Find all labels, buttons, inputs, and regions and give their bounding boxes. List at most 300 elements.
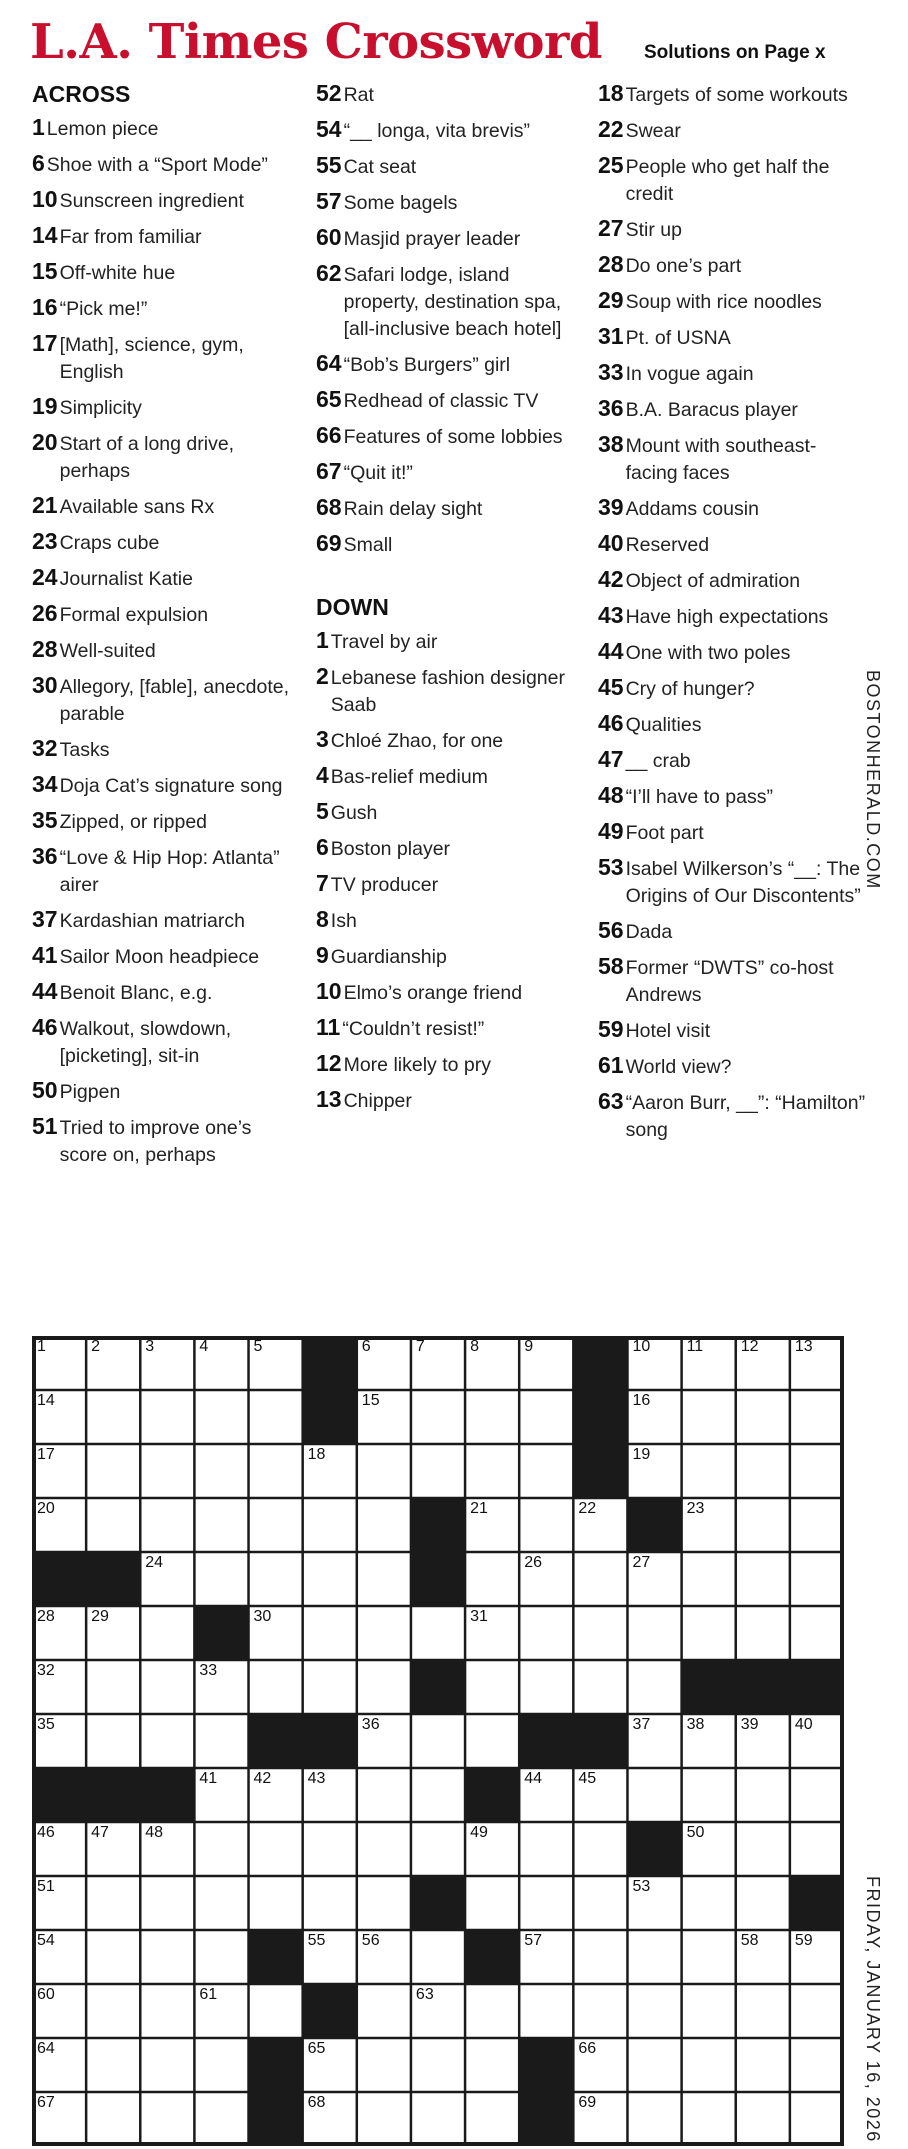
- clue-number: 32: [32, 735, 58, 761]
- clue-text: Off-white hue: [59, 262, 176, 284]
- cell-number: 7: [415, 1338, 425, 1355]
- clue-number: 56: [598, 917, 624, 943]
- site-url: BOSTONHERALD.COM: [863, 670, 883, 890]
- cell-number: 4: [199, 1338, 209, 1355]
- clue-text: Qualities: [625, 714, 702, 736]
- cell-number: 63: [415, 1986, 434, 2003]
- cell-number: 51: [37, 1878, 55, 1895]
- clue-item: [32, 735, 302, 764]
- clue-text: Stir up: [625, 219, 682, 241]
- clue-text: Reserved: [625, 534, 710, 556]
- clue-text: World view?: [625, 1056, 732, 1078]
- clue-number: 4: [316, 762, 329, 788]
- clue-item: [32, 1014, 302, 1070]
- clue-number: 18: [598, 80, 624, 106]
- cell-number: 41: [199, 1770, 218, 1787]
- cell-number: 60: [37, 1986, 55, 2003]
- clue-item: [316, 458, 586, 487]
- clue-number: 2: [316, 663, 329, 689]
- clue-text: One with two poles: [625, 642, 791, 664]
- cell-number: 67: [37, 2094, 55, 2111]
- grid-lines: [32, 1336, 844, 2146]
- clue-number: 15: [32, 258, 58, 284]
- clue-text: Shoe with a “Sport Mode”: [46, 154, 268, 176]
- clue-text: Tried to improve one’s score on, perhaps: [59, 1117, 252, 1166]
- clue-number: 35: [32, 807, 58, 833]
- clue-item: [598, 953, 868, 1009]
- clue-number: 48: [598, 782, 624, 808]
- clue-text: Small: [343, 534, 393, 556]
- clue-item: [598, 323, 868, 352]
- clue-item: [598, 395, 868, 424]
- clue-text: “Bob’s Burgers” girl: [343, 354, 511, 376]
- cell-number: 69: [578, 2094, 597, 2111]
- clue-item: [32, 771, 302, 800]
- cell-number: 12: [740, 1338, 759, 1355]
- cell-number: 39: [740, 1716, 759, 1733]
- clue-item: [32, 1077, 302, 1106]
- clue-item: [316, 80, 586, 109]
- cell-number: 3: [145, 1338, 155, 1355]
- clue-text: Elmo’s orange friend: [343, 982, 523, 1004]
- clue-text: Well-suited: [59, 640, 156, 662]
- clue-text: Gush: [330, 802, 378, 824]
- clue-text: Hotel visit: [625, 1020, 711, 1042]
- clue-item: [316, 798, 586, 827]
- cell-number: 65: [307, 2040, 326, 2057]
- clue-text: Chloé Zhao, for one: [330, 730, 504, 752]
- clue-text: B.A. Baracus player: [625, 399, 798, 421]
- clue-number: 44: [32, 978, 58, 1004]
- clue-text: Start of a long drive, perhaps: [59, 433, 235, 482]
- clue-number: 60: [316, 224, 342, 250]
- clue-number: 3: [316, 726, 329, 752]
- clue-number: 6: [316, 834, 329, 860]
- clue-number: 65: [316, 386, 342, 412]
- cell-number: 17: [37, 1446, 55, 1463]
- clue-number: 43: [598, 602, 624, 628]
- clue-item: [32, 942, 302, 971]
- clue-number: 46: [32, 1014, 58, 1040]
- cell-number: 13: [794, 1338, 813, 1355]
- clue-text: Object of admiration: [625, 570, 801, 592]
- clue-item: [598, 1016, 868, 1045]
- clue-number: 23: [32, 528, 58, 554]
- clue-item: [598, 530, 868, 559]
- clue-text: Swear: [625, 120, 681, 142]
- cell-number: 66: [578, 2040, 597, 2057]
- clue-number: 25: [598, 152, 624, 178]
- clue-number: 8: [316, 906, 329, 932]
- clue-text: Boston player: [330, 838, 451, 860]
- cell-number: 58: [740, 1932, 759, 1949]
- clue-number: 47: [598, 746, 624, 772]
- cell-number: 33: [199, 1662, 218, 1679]
- cell-number: 5: [253, 1338, 263, 1355]
- cell-number: 56: [361, 1932, 380, 1949]
- clue-number: 42: [598, 566, 624, 592]
- clue-text: “Couldn’t resist!”: [342, 1018, 485, 1040]
- clue-item: [598, 746, 868, 775]
- clue-item: [316, 870, 586, 899]
- clue-text: Targets of some workouts: [625, 84, 848, 106]
- clue-text: Some bagels: [343, 192, 458, 214]
- clue-item: [316, 627, 586, 656]
- clue-item: [316, 762, 586, 791]
- cell-number: 29: [91, 1608, 109, 1625]
- clue-item: [32, 636, 302, 665]
- clue-number: 5: [316, 798, 329, 824]
- clue-item: [598, 602, 868, 631]
- cell-number: 28: [37, 1608, 55, 1625]
- cell-number: 68: [307, 2094, 326, 2111]
- crossword-grid: [32, 1336, 844, 2146]
- clue-number: 27: [598, 215, 624, 241]
- clue-number: 66: [316, 422, 342, 448]
- clue-item: [316, 530, 586, 559]
- clue-text: Rain delay sight: [343, 498, 483, 520]
- clue-number: 41: [32, 942, 58, 968]
- clue-item: [32, 294, 302, 323]
- clue-item: [32, 1113, 302, 1169]
- clue-text: “__ longa, vita brevis”: [343, 120, 531, 142]
- cell-number: 11: [686, 1338, 704, 1355]
- cell-number: 23: [686, 1500, 705, 1517]
- clue-number: 6: [32, 150, 45, 176]
- clue-number: 44: [598, 638, 624, 664]
- clue-text: “I’ll have to pass”: [625, 786, 773, 808]
- clue-text: Rat: [343, 84, 374, 106]
- clue-number: 52: [316, 80, 342, 106]
- clue-item: [598, 917, 868, 946]
- cell-number: 14: [37, 1392, 55, 1409]
- cell-number: 64: [37, 2040, 55, 2057]
- clue-number: 55: [316, 152, 342, 178]
- clue-item: [316, 906, 586, 935]
- clue-text: Kardashian matriarch: [59, 910, 245, 932]
- clue-text: Do one’s part: [625, 255, 742, 277]
- clue-number: 22: [598, 116, 624, 142]
- clue-number: 30: [32, 672, 58, 698]
- cell-number: 54: [37, 1932, 55, 1949]
- clue-number: 46: [598, 710, 624, 736]
- clue-number: 58: [598, 953, 624, 979]
- clue-item: [316, 1086, 586, 1115]
- cell-number: 26: [524, 1554, 542, 1571]
- clue-item: [598, 1052, 868, 1081]
- clue-item: [32, 222, 302, 251]
- clue-item: [32, 528, 302, 557]
- clue-text: Addams cousin: [625, 498, 759, 520]
- clue-text: Sailor Moon headpiece: [59, 946, 260, 968]
- clue-number: 69: [316, 530, 342, 556]
- clue-item: [316, 188, 586, 217]
- clue-text: Ish: [330, 910, 357, 932]
- clue-number: 19: [32, 393, 58, 419]
- clue-item: [32, 843, 302, 899]
- clue-text: [Math], science, gym, English: [59, 334, 244, 383]
- clue-item: [32, 807, 302, 836]
- page-title: L.A. Times Crossword: [30, 14, 602, 70]
- clue-text: Isabel Wilkerson’s “__: The Origins of Our Discontents”: [625, 858, 861, 907]
- clue-text: Travel by air: [330, 631, 438, 653]
- clue-item: [32, 114, 302, 143]
- clue-text: Sunscreen ingredient: [59, 190, 244, 212]
- clue-text: More likely to pry: [343, 1054, 491, 1076]
- clue-item: [316, 726, 586, 755]
- clue-text: Lemon piece: [46, 118, 159, 140]
- clue-number: 38: [598, 431, 624, 457]
- clue-number: 51: [32, 1113, 58, 1139]
- cell-number: 43: [307, 1770, 326, 1787]
- cell-number: 31: [470, 1608, 488, 1625]
- clue-item: [316, 1050, 586, 1079]
- clue-item: [32, 672, 302, 728]
- clue-text: Benoit Blanc, e.g.: [59, 982, 213, 1004]
- clue-text: Cat seat: [343, 156, 417, 178]
- cell-number: 44: [524, 1770, 542, 1787]
- clue-text: Allegory, [fable], anecdote, parable: [59, 676, 290, 725]
- clue-item: [32, 150, 302, 179]
- clue-item: [598, 116, 868, 145]
- clue-item: [32, 600, 302, 629]
- clue-column-3: [598, 80, 868, 1151]
- clue-number: 12: [316, 1050, 342, 1076]
- clue-number: 33: [598, 359, 624, 385]
- cell-number: 18: [307, 1446, 326, 1463]
- cell-number: 59: [794, 1932, 813, 1949]
- clue-text: Redhead of classic TV: [343, 390, 539, 412]
- cell-number: 6: [361, 1338, 371, 1355]
- clue-number: 20: [32, 429, 58, 455]
- clue-number: 64: [316, 350, 342, 376]
- clue-item: [598, 566, 868, 595]
- clue-number: 53: [598, 854, 624, 880]
- clue-text: Bas-relief medium: [330, 766, 488, 788]
- cell-number: 35: [37, 1716, 55, 1733]
- cell-number: 49: [470, 1824, 488, 1841]
- clue-item: [316, 1014, 586, 1043]
- cell-number: 30: [253, 1608, 272, 1625]
- cell-number: 21: [470, 1500, 488, 1517]
- clue-number: 57: [316, 188, 342, 214]
- clue-item: [32, 906, 302, 935]
- clue-text: Dada: [625, 921, 673, 943]
- clue-number: 1: [32, 114, 45, 140]
- cell-number: 1: [37, 1338, 46, 1355]
- clue-item: [316, 942, 586, 971]
- clue-item: [598, 215, 868, 244]
- clue-item: [316, 224, 586, 253]
- clue-item: [316, 350, 586, 379]
- clue-item: [316, 494, 586, 523]
- clue-number: 63: [598, 1088, 624, 1114]
- cell-number: 45: [578, 1770, 597, 1787]
- clue-text: Soup with rice noodles: [625, 291, 822, 313]
- clue-text: Guardianship: [330, 946, 447, 968]
- clue-text: Zipped, or ripped: [59, 811, 208, 833]
- clue-number: 28: [32, 636, 58, 662]
- clue-text: Simplicity: [59, 397, 142, 419]
- clue-item: [598, 80, 868, 109]
- clue-text: TV producer: [330, 874, 439, 896]
- clue-number: 31: [598, 323, 624, 349]
- clue-text: Pigpen: [59, 1081, 121, 1103]
- clue-number: 39: [598, 494, 624, 520]
- cell-number: 20: [37, 1500, 55, 1517]
- cell-number: 32: [37, 1662, 55, 1679]
- clue-item: [598, 674, 868, 703]
- clue-number: 45: [598, 674, 624, 700]
- clue-number: 54: [316, 116, 342, 142]
- clue-item: [32, 258, 302, 287]
- clue-number: 7: [316, 870, 329, 896]
- clue-number: 50: [32, 1077, 58, 1103]
- clue-text: “Quit it!”: [343, 462, 413, 484]
- cell-number: 22: [578, 1500, 597, 1517]
- clue-number: 62: [316, 260, 342, 286]
- cell-number: 27: [632, 1554, 651, 1571]
- clue-item: [32, 186, 302, 215]
- clue-text: “Aaron Burr, __”: “Hamilton” song: [625, 1092, 866, 1141]
- clue-item: [316, 386, 586, 415]
- clue-text: Tasks: [59, 739, 110, 761]
- clue-number: 49: [598, 818, 624, 844]
- clue-number: 14: [32, 222, 58, 248]
- clue-text: In vogue again: [625, 363, 754, 385]
- clue-item: [598, 287, 868, 316]
- clue-text: Features of some lobbies: [343, 426, 563, 448]
- clue-number: 1: [316, 627, 329, 653]
- clue-item: [32, 564, 302, 593]
- clue-text: Have high expectations: [625, 606, 829, 628]
- clue-text: People who get half the credit: [625, 156, 830, 205]
- clue-text: Masjid prayer leader: [343, 228, 521, 250]
- issue-date: FRIDAY, JANUARY 16, 2026: [863, 1876, 883, 2143]
- clue-item: [598, 638, 868, 667]
- clue-text: Formal expulsion: [59, 604, 209, 626]
- cell-number: 10: [632, 1338, 651, 1355]
- clue-text: Far from familiar: [59, 226, 202, 248]
- clue-item: [32, 978, 302, 1007]
- cell-number: 61: [199, 1986, 218, 2003]
- clue-text: “Pick me!”: [59, 298, 148, 320]
- clue-number: 13: [316, 1086, 342, 1112]
- clue-text: Craps cube: [59, 532, 160, 554]
- clue-item: [32, 330, 302, 386]
- solutions-note: Solutions on Page x: [644, 42, 826, 63]
- cell-number: 24: [145, 1554, 164, 1571]
- clue-item: [316, 116, 586, 145]
- cell-number: 15: [361, 1392, 380, 1409]
- cell-number: 40: [794, 1716, 813, 1733]
- clue-text: Former “DWTS” co-host Andrews: [625, 957, 834, 1006]
- clue-text: Mount with southeast-facing faces: [625, 435, 817, 484]
- clue-number: 68: [316, 494, 342, 520]
- clue-number: 29: [598, 287, 624, 313]
- cell-number: 48: [145, 1824, 164, 1841]
- clue-text: Journalist Katie: [59, 568, 193, 590]
- cell-number: 46: [37, 1824, 55, 1841]
- cell-number: 2: [91, 1338, 101, 1355]
- cell-number: 19: [632, 1446, 651, 1463]
- clue-item: [316, 978, 586, 1007]
- clue-number: 59: [598, 1016, 624, 1042]
- clue-number: 11: [316, 1014, 341, 1040]
- clue-item: [598, 1088, 868, 1144]
- cell-number: 16: [632, 1392, 651, 1409]
- down-heading: DOWN: [316, 594, 389, 620]
- clue-item: [32, 429, 302, 485]
- clue-number: 34: [32, 771, 58, 797]
- clue-number: 24: [32, 564, 58, 590]
- clue-item: [598, 710, 868, 739]
- cell-number: 57: [524, 1932, 542, 1949]
- clue-text: Cry of hunger?: [625, 678, 755, 700]
- clue-column-1: [32, 80, 302, 1176]
- clue-item: [598, 854, 868, 910]
- clue-number: 28: [598, 251, 624, 277]
- clue-item: [598, 152, 868, 208]
- clue-item: [598, 818, 868, 847]
- clue-item: [598, 359, 868, 388]
- cell-number: 50: [686, 1824, 705, 1841]
- clue-text: Lebanese fashion designer Saab: [330, 667, 565, 716]
- clue-number: 36: [598, 395, 624, 421]
- cell-number: 37: [632, 1716, 651, 1733]
- clue-number: 21: [32, 492, 58, 518]
- clue-item: [598, 494, 868, 523]
- clue-item: [316, 663, 586, 719]
- clue-text: Chipper: [343, 1090, 412, 1112]
- clue-text: Safari lodge, island property, destination spa, [all-inclusive beach hotel]: [343, 264, 562, 340]
- clue-number: 61: [598, 1052, 624, 1078]
- cell-number: 47: [91, 1824, 109, 1841]
- clue-text: Pt. of USNA: [625, 327, 731, 349]
- cell-number: 38: [686, 1716, 705, 1733]
- clue-item: [598, 782, 868, 811]
- clue-number: 16: [32, 294, 58, 320]
- clue-item: [316, 152, 586, 181]
- clue-text: Walkout, slowdown, [picketing], sit-in: [59, 1018, 232, 1067]
- cell-number: 53: [632, 1878, 651, 1895]
- cell-number: 36: [361, 1716, 380, 1733]
- clue-column-2: [316, 80, 586, 1122]
- clue-number: 10: [316, 978, 342, 1004]
- clue-item: [32, 393, 302, 422]
- cell-number: 55: [307, 1932, 326, 1949]
- clue-item: [598, 251, 868, 280]
- across-heading: ACROSS: [32, 81, 131, 107]
- clue-number: 67: [316, 458, 342, 484]
- clue-item: [316, 834, 586, 863]
- clue-number: 40: [598, 530, 624, 556]
- clue-item: [32, 492, 302, 521]
- clue-text: __ crab: [625, 750, 691, 772]
- clue-item: [316, 260, 586, 343]
- clue-text: Doja Cat’s signature song: [59, 775, 283, 797]
- clue-text: “Love & Hip Hop: Atlanta” airer: [59, 847, 280, 896]
- clue-number: 17: [32, 330, 58, 356]
- clue-text: Foot part: [625, 822, 704, 844]
- clue-number: 26: [32, 600, 58, 626]
- clue-number: 9: [316, 942, 329, 968]
- clue-number: 36: [32, 843, 58, 869]
- clue-number: 10: [32, 186, 58, 212]
- clue-number: 37: [32, 906, 58, 932]
- cell-number: 42: [253, 1770, 272, 1787]
- clue-item: [598, 431, 868, 487]
